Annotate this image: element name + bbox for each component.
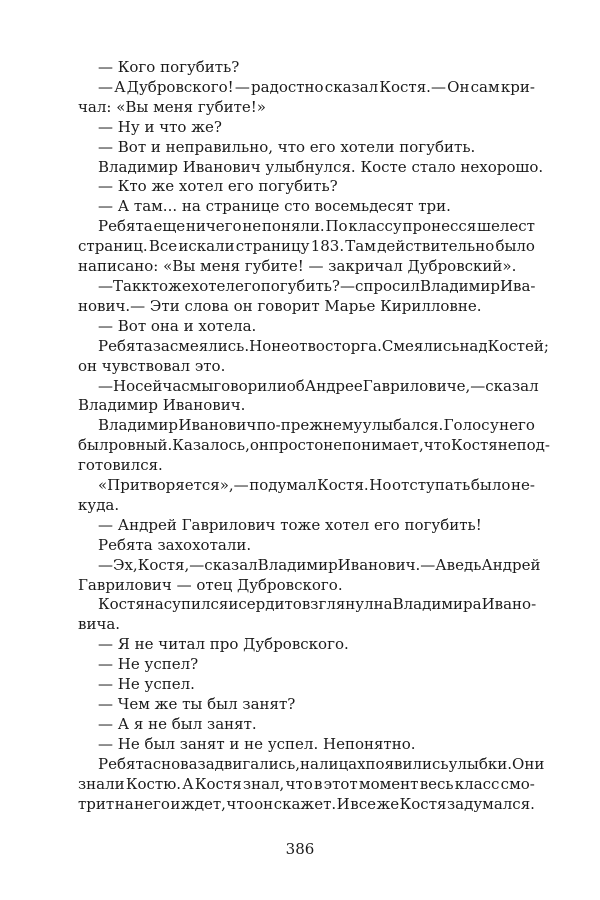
word: скажет. [273, 794, 337, 813]
word: еще [153, 217, 186, 236]
word: по-прежнему [256, 416, 363, 435]
word: снова [152, 754, 198, 773]
text-line: — Не успел. [98, 675, 195, 694]
word: А [182, 774, 194, 793]
word: Ребята [98, 217, 153, 236]
text-line: — А я не был занят. [98, 714, 257, 733]
word: Владимира [392, 595, 482, 614]
word: все [350, 794, 376, 813]
text-line [78, 277, 535, 297]
word: же [376, 794, 400, 813]
text-line: — Андрей Гаврилович тоже хотел его погубить! [98, 515, 482, 534]
text-line: — Кто же хотел его погубить? [98, 177, 338, 196]
word: кри- [500, 77, 535, 96]
word: понимает, [342, 436, 424, 455]
word: подумал [249, 476, 317, 495]
word: сказал [485, 376, 539, 395]
text-line: вича. [78, 615, 121, 634]
text-line: — Кого погубить? [98, 58, 240, 76]
word: улыбки. [448, 754, 513, 773]
word: же [168, 276, 191, 295]
word: был [78, 436, 109, 455]
word: момент [358, 774, 419, 793]
word: знали [78, 774, 125, 793]
word: — [339, 276, 355, 295]
text-line: — Вот она и хотела. [98, 316, 257, 335]
word: 183. [310, 237, 345, 256]
text-line [78, 78, 535, 98]
word: отступать [392, 476, 471, 495]
word: что [226, 794, 254, 813]
word: ждет, [180, 794, 226, 813]
text-line: — Я не читал про Дубровского. [98, 635, 349, 654]
text-line [78, 555, 541, 576]
text-line: Владимир Иванович. [78, 396, 246, 415]
word: и [170, 794, 181, 813]
word: шелест [477, 217, 535, 236]
word: — [98, 376, 113, 395]
word: Костя [450, 436, 498, 455]
word: искали [178, 237, 235, 256]
word: сейчас [135, 376, 190, 395]
word: он [254, 794, 274, 813]
word: этот [323, 774, 358, 793]
word: на [300, 754, 319, 773]
word: Ива- [499, 276, 536, 295]
word: его [234, 276, 261, 295]
word: него [134, 794, 170, 813]
word: Но [249, 336, 272, 355]
word: просто [268, 436, 324, 455]
word: класс [454, 774, 500, 793]
word: Владимир [419, 276, 500, 295]
text-line: чал: «Вы меня губите!» [78, 97, 266, 116]
word: на [373, 595, 393, 614]
text-line [78, 795, 535, 815]
word: ведь [446, 555, 482, 574]
word: над [459, 336, 488, 355]
word: Но [369, 476, 392, 495]
word: от [290, 336, 308, 355]
word: поняли. [261, 217, 325, 236]
word: в [314, 774, 323, 793]
word: сказал [204, 555, 258, 574]
word: кто [141, 276, 169, 295]
word: Костя [98, 595, 145, 614]
text-line [78, 775, 535, 795]
word: смо- [500, 774, 535, 793]
word: Казалось, [172, 436, 250, 455]
word: Смеялись [381, 336, 460, 355]
text-line: — Не успел? [98, 655, 199, 674]
word: Владимир [257, 555, 338, 574]
text-line: Гаврилович — отец Дубровского. [78, 575, 343, 594]
word: Иванович.— [337, 555, 436, 574]
word: не- [510, 476, 535, 495]
word: Там [345, 237, 376, 256]
word: он [249, 436, 269, 455]
text-line: — А там... на странице сто восемьдесят три. [98, 197, 451, 216]
word: восторга. [307, 336, 382, 355]
word: страниц. [78, 237, 148, 256]
word: Костя.— [379, 77, 446, 96]
word: задвигались, [197, 754, 301, 773]
word: не [497, 436, 517, 455]
text-line: готовился. [78, 456, 163, 475]
word: сердито [238, 595, 302, 614]
text-line: — Чем же ты был занят? [98, 695, 296, 713]
text-line [78, 217, 535, 237]
word: Ребята [98, 754, 153, 773]
word: насупился [144, 595, 229, 614]
word: Ивано- [481, 595, 537, 614]
word: Гавриловиче,— [362, 376, 486, 395]
word: Андрее [304, 376, 363, 395]
word: радостно [251, 77, 324, 96]
word: Костя [399, 794, 447, 813]
word: Он [447, 77, 470, 96]
word: Так [113, 276, 142, 295]
word: что [285, 774, 313, 793]
word: Костя [194, 774, 242, 793]
text-line [78, 754, 545, 775]
word: что [423, 436, 451, 455]
page-number: 386 [285, 840, 315, 858]
word: появились [365, 754, 449, 773]
word: Они [512, 754, 545, 773]
word: Все [148, 237, 178, 256]
word: Эх, [113, 555, 138, 574]
word: Костей; [487, 336, 549, 355]
word: Дубровского! [126, 77, 234, 96]
word: не [323, 436, 343, 455]
text-line: куда. [78, 495, 120, 514]
text-line [78, 436, 550, 456]
word: Костя. [317, 476, 369, 495]
word: не [271, 336, 291, 355]
word: Голос [443, 416, 490, 435]
word: Но [113, 376, 136, 395]
text-line: написано: «Вы меня губите! — закричал Дубровский». [78, 257, 517, 276]
word: сам [470, 77, 500, 96]
word: Владимир [98, 416, 178, 435]
page-text [78, 58, 550, 814]
word: него [499, 416, 535, 435]
word: трит [78, 794, 115, 813]
word: ничего [185, 217, 242, 236]
word: Иванович [178, 416, 257, 435]
text-line [78, 336, 549, 357]
text-line: он чувствовал это. [78, 356, 226, 375]
word: засмеялись. [152, 336, 250, 355]
word: А [114, 77, 126, 96]
text-line: — Вот и неправильно, что его хотели погубить. [98, 137, 476, 156]
text-line [78, 237, 535, 257]
text-line: нович.— Эти слова он говорит Марье Кирилловне. [78, 296, 482, 315]
text-line: — Не был занят и не успел. Непонятно. [98, 734, 416, 753]
word: улыбался. [362, 416, 444, 435]
word: под- [516, 436, 550, 455]
word: взглянул [301, 595, 374, 614]
word: задумался. [446, 794, 535, 813]
word: знал, [242, 774, 285, 793]
word: страницу [235, 237, 310, 256]
word: — [234, 77, 250, 96]
word: Андрей [481, 555, 541, 574]
word: действительно [377, 237, 495, 256]
word: погубить? [260, 276, 340, 295]
word: и [228, 595, 239, 614]
word: «Притворяется»,— [98, 476, 249, 495]
word: классу [348, 217, 402, 236]
word: пронесся [402, 217, 477, 236]
word: спросил [354, 276, 420, 295]
word: А [435, 555, 447, 574]
word: было [470, 476, 511, 495]
word: — [98, 555, 113, 574]
text-line [78, 476, 535, 496]
text-line: Владимир Иванович улыбнулся. Косте стало нехорошо. [98, 157, 544, 176]
text-line [78, 376, 539, 397]
word: — [98, 77, 113, 96]
word: говорили [213, 376, 287, 395]
word: на [114, 794, 134, 813]
word: — [98, 276, 113, 295]
word: лицах [318, 754, 366, 773]
word: весь [419, 774, 454, 793]
word: не [242, 217, 262, 236]
word: По [325, 217, 348, 236]
word: об [286, 376, 305, 395]
word: мы [189, 376, 214, 395]
word: было [495, 237, 535, 256]
text-line [78, 595, 535, 615]
word: И [336, 794, 350, 813]
word: хотел [190, 276, 235, 295]
text-line: — Ну и что же? [98, 117, 222, 136]
word: у [489, 416, 499, 435]
word: ровный. [108, 436, 173, 455]
text-line: Ребята захохотали. [98, 535, 252, 554]
word: Ребята [98, 336, 153, 355]
text-line [78, 416, 535, 436]
word: сказал [324, 77, 379, 96]
word: Костю. [125, 774, 182, 793]
word: Костя,— [137, 555, 205, 574]
